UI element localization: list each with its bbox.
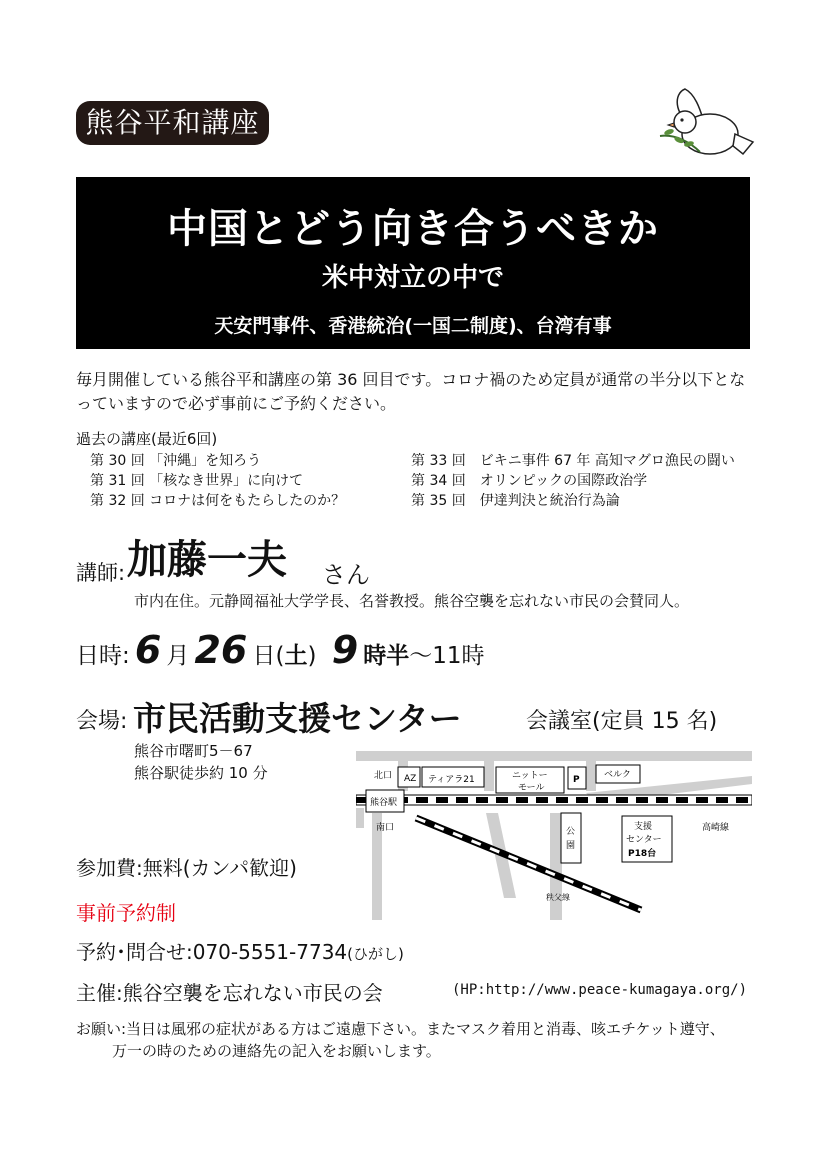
venue-name: 市民活動支援センター: [133, 699, 462, 738]
homepage-url: (HP:http://www.peace-kumagaya.org/): [452, 982, 748, 998]
map-belc: ベルク: [604, 770, 631, 780]
map-tiara: ティアラ21: [428, 775, 475, 785]
contact-phone: 予約･問合せ:070-5551-7734: [76, 940, 348, 964]
lecturer-bio: 市内在住。元静岡福祉大学学長、名誉教授。熊谷空襲を忘れない市民の会賛同人。: [134, 592, 690, 610]
map-center-parking: P18台: [628, 849, 657, 859]
date-month: 6: [134, 628, 162, 672]
past-lecture-item: 第 31 回 「核なき世界」に向けて: [90, 473, 304, 489]
past-lectures-title: 過去の講座(最近6回): [76, 430, 218, 448]
map-park: 園: [566, 841, 576, 851]
map-south-exit: 南口: [376, 823, 395, 833]
title-box: [76, 177, 750, 349]
lecturer-label: 講師:: [76, 561, 126, 585]
map-takasaki-line: 高崎線: [702, 823, 730, 833]
date-end: ～11時: [409, 643, 485, 669]
access: 熊谷駅徒歩約 10 分: [134, 764, 268, 782]
request-line: 万一の時のための連絡先の記入をお願いします。: [112, 1042, 441, 1060]
intro-text: 毎月開催している熊谷平和講座の第 36 回目です。コロナ禍のため定員が通常の半分以下となっていますので必ず事前にご予約ください。: [76, 370, 746, 413]
request-line: お願い:当日は風邪の症状がある方はご遠慮下さい。またマスク着用と消毒、咳エチケット遵守、: [76, 1020, 725, 1038]
contact-name: (ひがし): [347, 945, 404, 963]
address: 熊谷市曙町5－67: [134, 742, 253, 760]
date-hour: 9: [331, 628, 359, 672]
fee: 参加費:無料(カンパ歓迎): [76, 856, 297, 880]
map-parking: P: [573, 775, 580, 785]
venue-room: 会議室(定員 15 名): [526, 709, 718, 734]
venue-address: [134, 740, 268, 784]
date-month-unit: 月: [166, 643, 190, 669]
venue-map: [356, 748, 752, 920]
date-line: [76, 628, 485, 672]
subtitle: 米中対立の中で: [321, 263, 504, 293]
request-note: [76, 1018, 766, 1062]
past-lecture-item: 第 32 回 コロナは何をもたらしたのか？: [90, 493, 346, 509]
date-day-unit: 日(: [252, 643, 285, 669]
lecturer-name: 加藤一夫: [127, 537, 287, 583]
date-close: ): [307, 643, 317, 669]
map-nitto: ニットー: [512, 771, 548, 781]
past-lecture-item: 第 30 回 「沖縄」を知ろう: [90, 453, 262, 469]
map-station: 熊谷駅: [370, 798, 398, 808]
contact: [76, 936, 404, 965]
topics: 天安門事件、香港統治(一国二制度)、台湾有事: [214, 315, 612, 337]
date-weekday: 土: [284, 643, 308, 669]
date-label: 日時:: [76, 643, 130, 669]
past-lecture-item: 第 35 回 伊達判決と統治行為論: [411, 493, 620, 509]
map-az: AZ: [404, 774, 417, 784]
past-lecture-item: 第 33 回 ビキニ事件 67 年 高知マグロ漁民の闘い: [411, 453, 735, 469]
past-lecture-item: 第 34 回 オリンピックの国際政治学: [411, 473, 648, 489]
series-badge: 熊谷平和講座: [76, 101, 269, 145]
main-title: 中国とどう向き合うべきか: [167, 206, 659, 252]
organizer: 主催:熊谷空襲を忘れない市民の会: [76, 981, 383, 1005]
map-mall: モール: [518, 783, 545, 793]
map-chichibu-line: 秩父線: [546, 893, 570, 902]
date-time-rest: 時半: [363, 643, 410, 669]
reservation-required: 事前予約制: [76, 901, 176, 925]
dove-icon: [655, 84, 755, 174]
lecturer-suffix: さん: [322, 561, 370, 589]
map-center: 支援: [634, 822, 653, 832]
date-day: 26: [194, 628, 248, 672]
venue-label: 会場:: [76, 709, 128, 734]
map-park: 公: [566, 827, 576, 837]
map-north-exit: 北口: [374, 771, 393, 781]
map-center: センター: [626, 835, 662, 845]
